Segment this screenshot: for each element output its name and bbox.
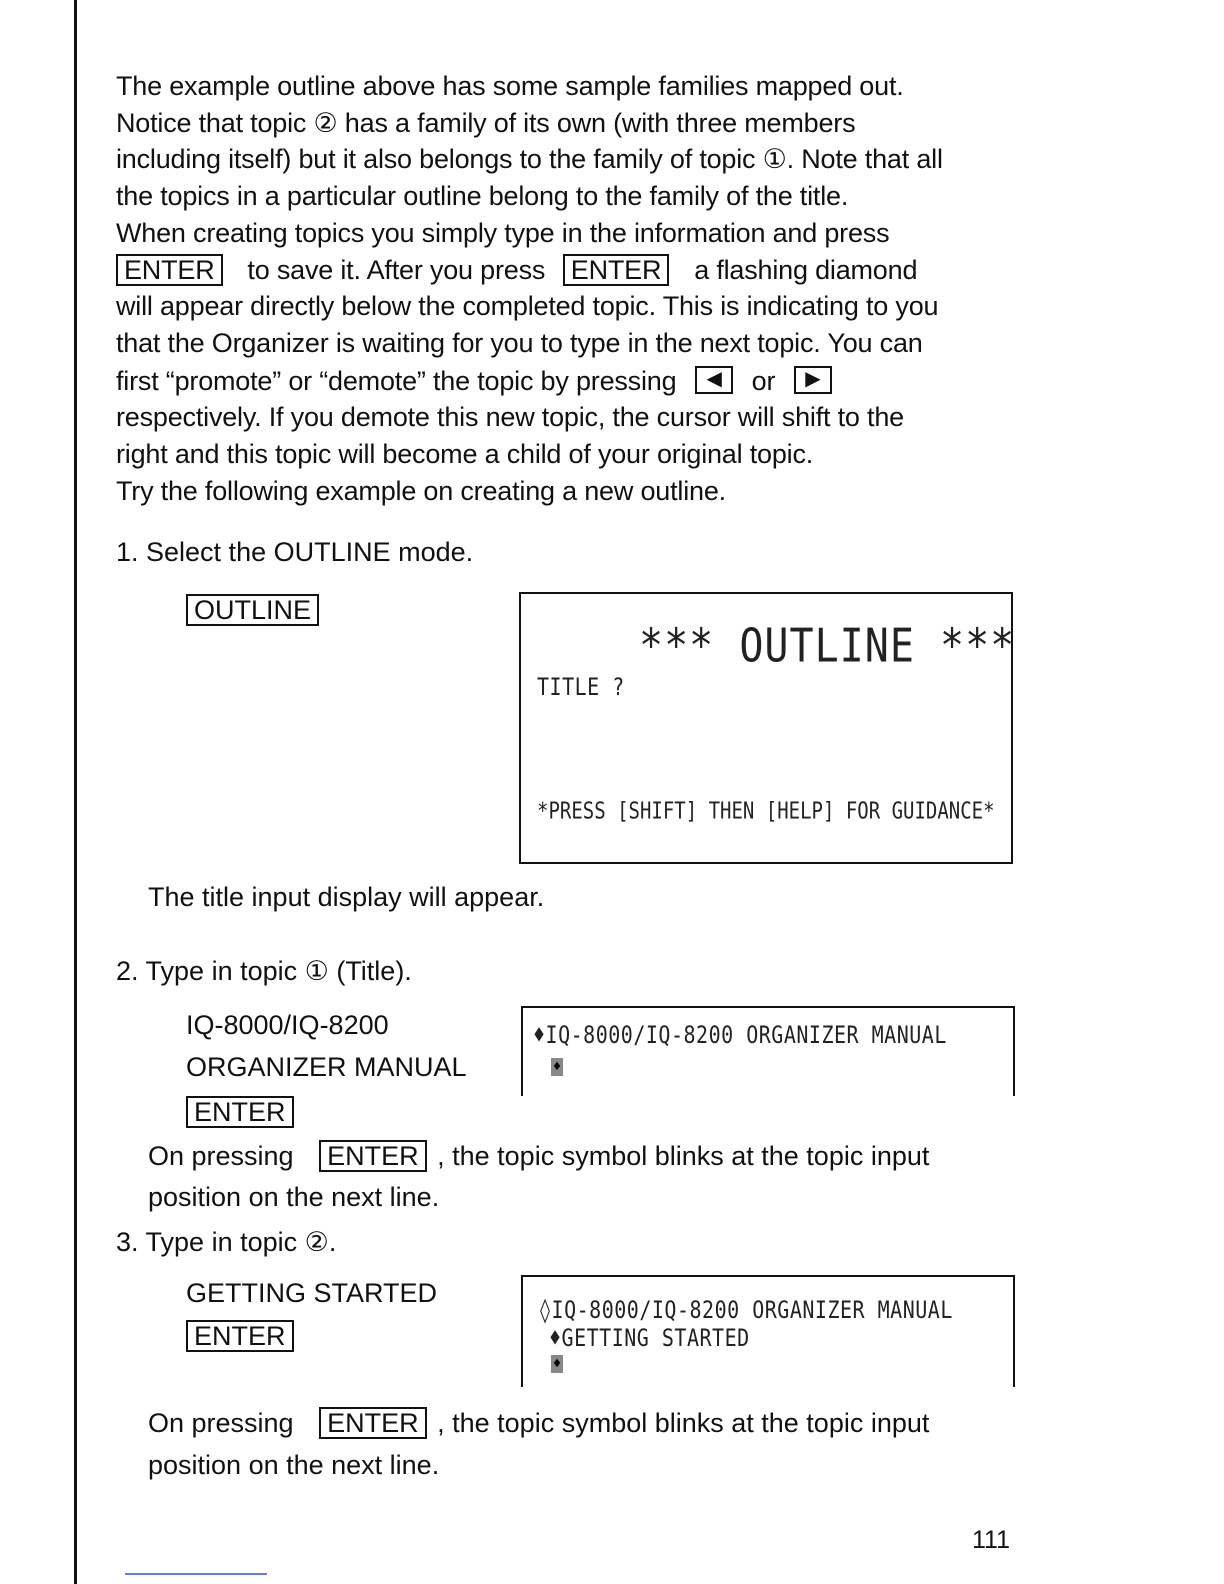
step-2-heading: 2. Type in topic ① (Title).	[116, 956, 412, 986]
enter-key: ENTER	[319, 1407, 427, 1439]
step-2-input-line: IQ-8000/IQ-8200	[186, 1010, 389, 1040]
step-1-keys	[186, 594, 319, 626]
screen-guidance: *PRESS [SHIFT] THEN [HELP] FOR GUIDANCE*	[537, 798, 995, 825]
intro-line: including itself) but it also belongs to the family of topic ①. Note that all	[116, 144, 943, 175]
left-arrow-key	[695, 366, 733, 394]
step-3-screen	[521, 1275, 1015, 1387]
step-3-heading: 3. Type in topic ②.	[116, 1227, 337, 1257]
step-3-note	[148, 1407, 929, 1439]
step-1-heading: 1. Select the OUTLINE mode.	[116, 537, 474, 567]
outline-key: OUTLINE	[186, 594, 319, 626]
intro-line: The example outline above has some sample families mapped out.	[116, 71, 904, 101]
enter-key: ENTER	[116, 254, 223, 286]
step-2-input-line: ORGANIZER MANUAL	[186, 1052, 467, 1082]
intro-paragraph	[116, 68, 1036, 509]
note-text: , the topic symbol blinks at the topic input	[437, 1141, 930, 1171]
left-margin-rule	[74, 0, 77, 1584]
step-2-keys	[186, 1096, 294, 1128]
step-2-screen	[521, 1006, 1015, 1096]
screen-prompt: TITLE ?	[537, 672, 625, 701]
screen-line: ♦GETTING STARTED	[549, 1323, 750, 1352]
page-number: 111	[972, 1526, 1011, 1554]
enter-key: ENTER	[186, 1096, 294, 1128]
intro-line: that the Organizer is waiting for you to type in the next topic. You can	[116, 327, 923, 358]
blinking-topic-cursor: ♦	[552, 1356, 562, 1372]
enter-key: ENTER	[186, 1320, 294, 1352]
intro-line: respectively. If you demote this new topic, the cursor will shift to the	[116, 402, 904, 433]
left-arrow-icon: ◀	[706, 367, 722, 390]
note-text: On pressing	[148, 1141, 294, 1171]
step-3-note-line: position on the next line.	[148, 1450, 440, 1480]
step-1-note: The title input display will appear.	[148, 882, 545, 912]
step-2-note-line: position on the next line.	[148, 1182, 440, 1212]
intro-line: the topics in a particular outline belong to the family of the title.	[116, 181, 849, 212]
blinking-topic-cursor: ♦	[552, 1059, 562, 1075]
intro-text: a flashing diamond	[694, 254, 918, 285]
intro-line-enter	[116, 252, 1036, 289]
screen-line: ♦IQ-8000/IQ-8200 ORGANIZER MANUAL	[533, 1020, 947, 1049]
intro-line: Try the following example on creating a new outline.	[116, 475, 726, 506]
enter-key: ENTER	[319, 1140, 427, 1172]
intro-text: or	[751, 365, 776, 396]
intro-line: Notice that topic ② has a family of its own (with three members	[116, 107, 856, 138]
intro-text: to save it. After you press	[247, 254, 546, 285]
screen-title: *** OUTLINE ***	[639, 620, 1016, 673]
step-2-note	[148, 1140, 929, 1172]
right-arrow-icon: ▶	[805, 367, 821, 390]
right-arrow-key	[794, 366, 832, 394]
intro-line-arrows	[116, 362, 1036, 400]
intro-text: first “promote” or “demote” the topic by pressing	[116, 365, 677, 396]
step-3-input-line: GETTING STARTED	[186, 1278, 438, 1308]
step-3-keys	[186, 1320, 294, 1352]
bottom-rule	[125, 1573, 267, 1575]
note-text: , the topic symbol blinks at the topic input	[437, 1408, 930, 1438]
outline-title-screen	[519, 592, 1016, 864]
screen-line: ◊IQ-8000/IQ-8200 ORGANIZER MANUAL	[539, 1295, 953, 1324]
intro-line: right and this topic will become a child of your original topic.	[116, 439, 814, 470]
note-text: On pressing	[148, 1408, 294, 1438]
enter-key: ENTER	[563, 254, 670, 286]
intro-line: will appear directly below the completed topic. This is indicating to you	[116, 291, 939, 322]
intro-line: When creating topics you simply type in the information and press	[116, 217, 890, 248]
